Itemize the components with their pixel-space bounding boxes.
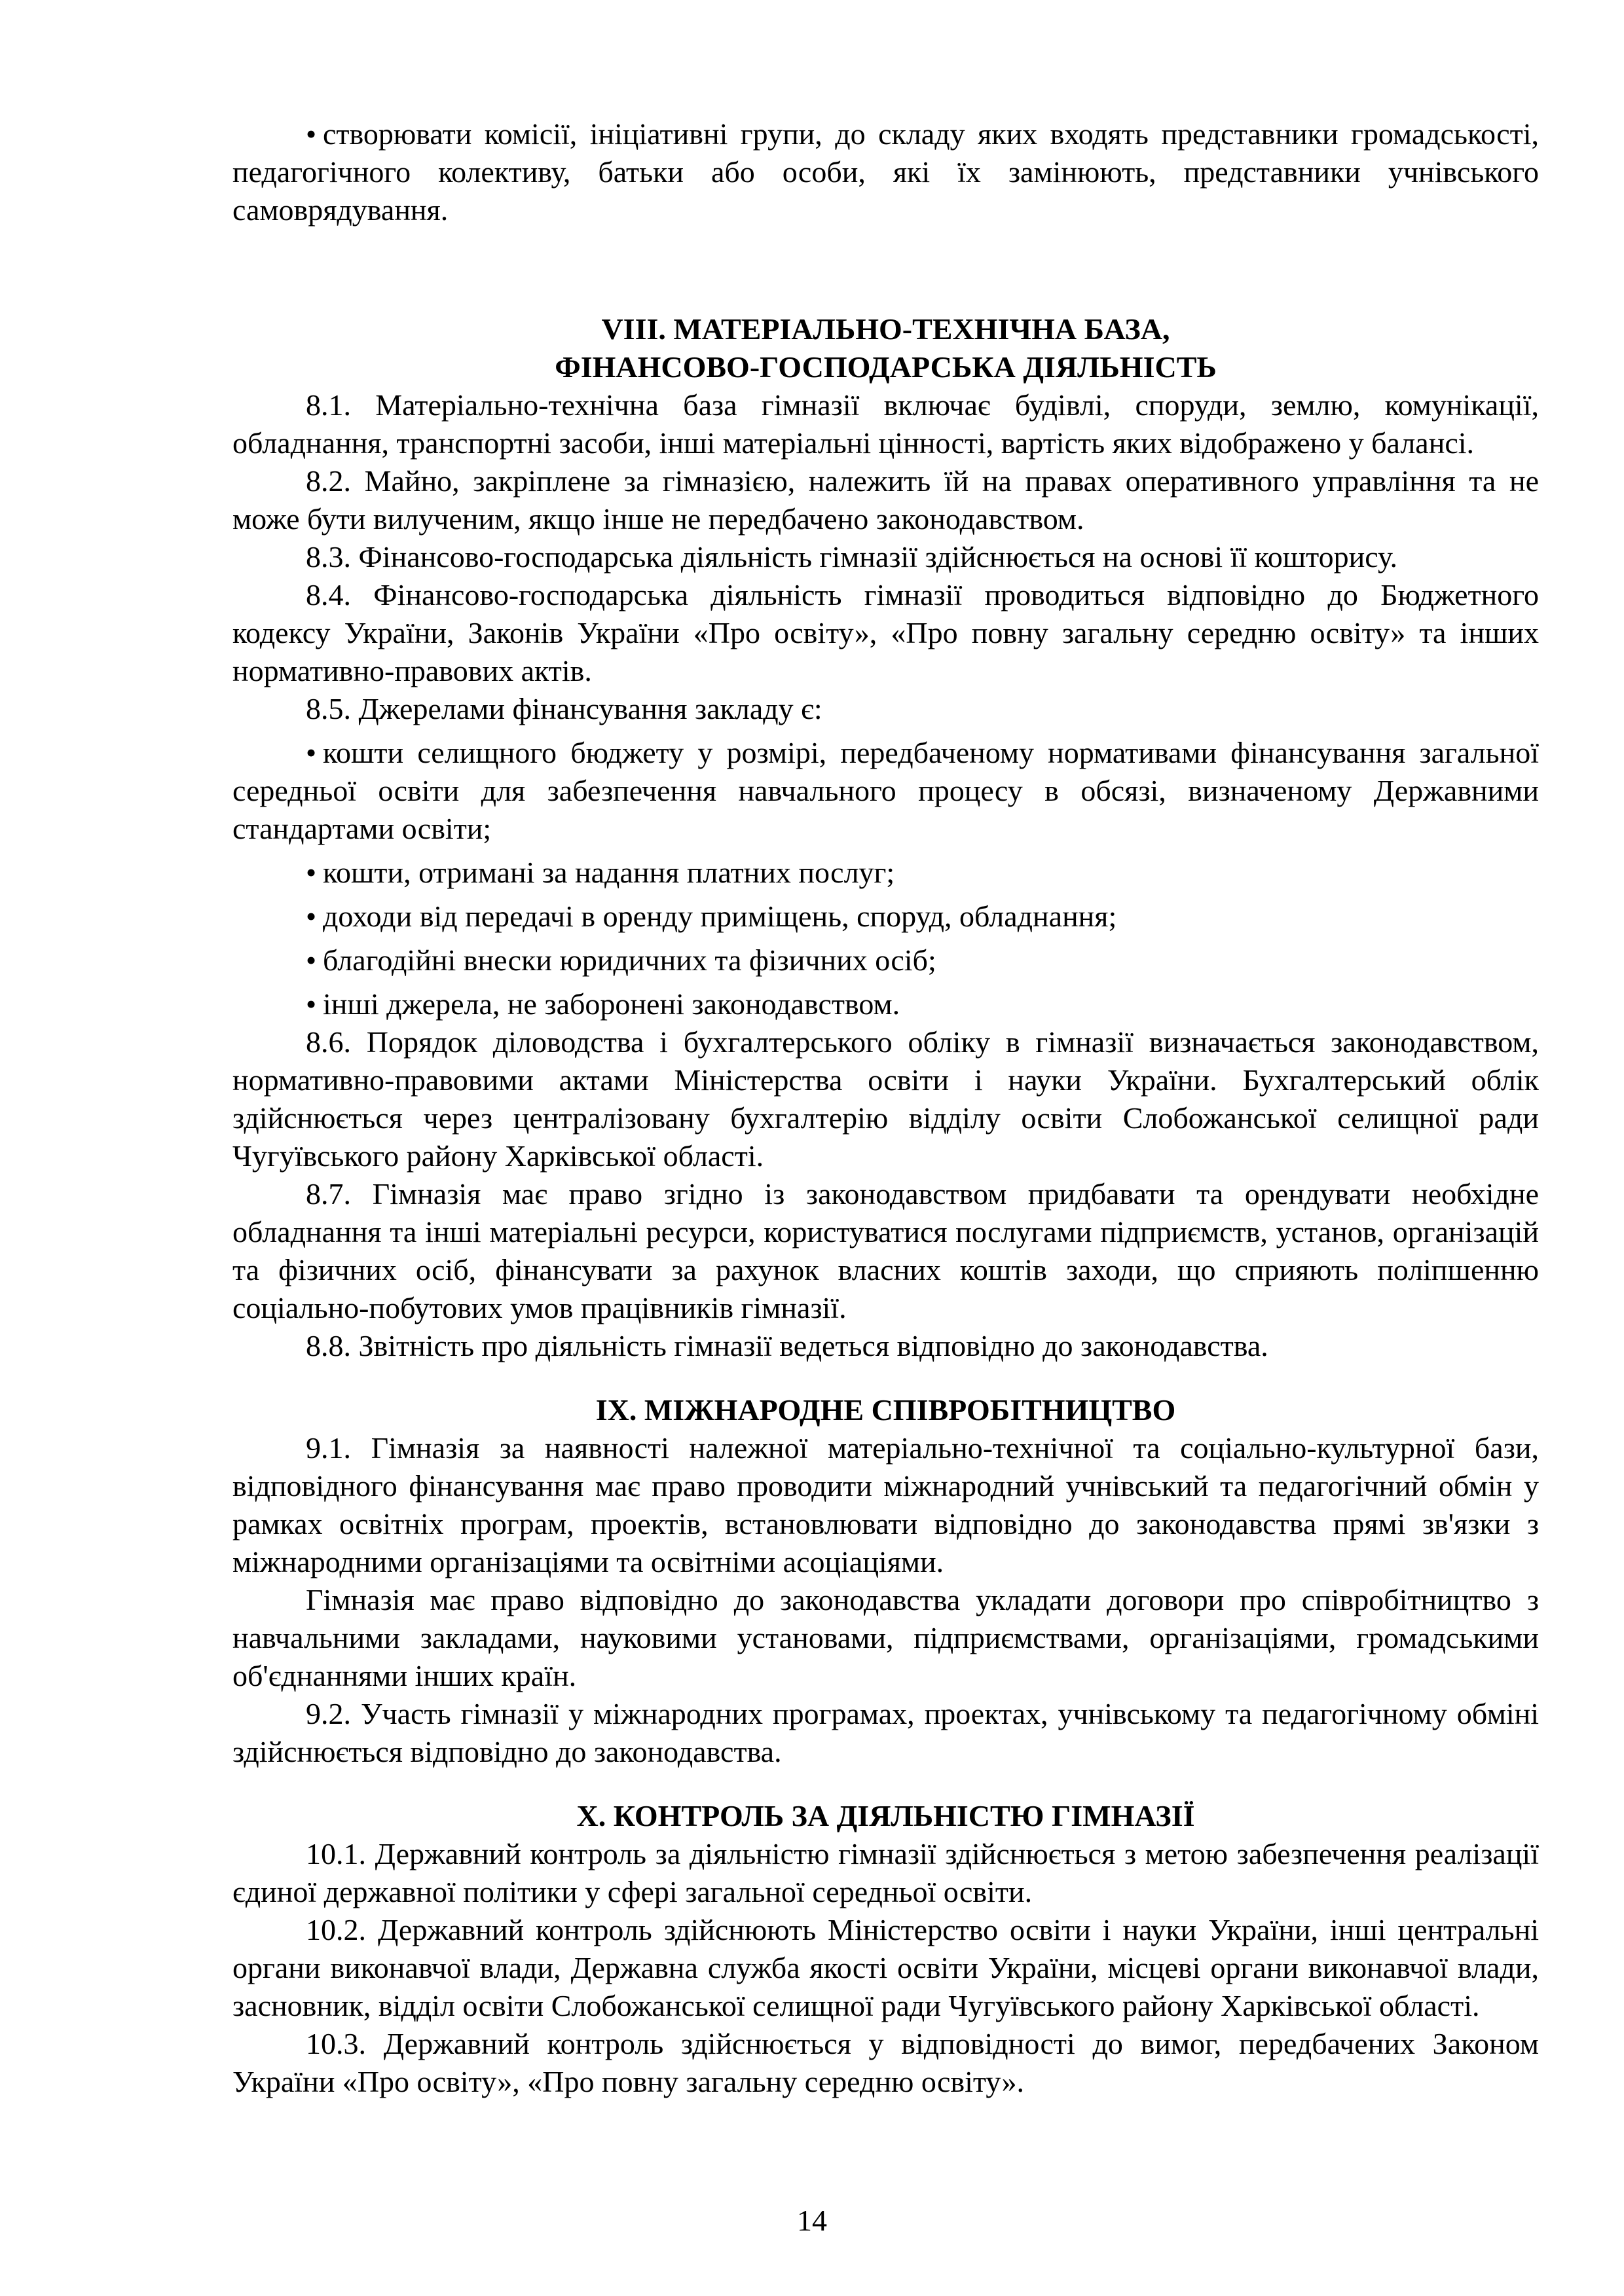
paragraph-8-3: 8.3. Фінансово-господарська діяльність гімназії здійснюється на основі її кошторису. (306, 540, 1397, 574)
section-10-heading: X. КОНТРОЛЬ ЗА ДІЯЛЬНІСТЮ ГІМНАЗІЇ (576, 1799, 1195, 1832)
paragraph-9-1: 9.1. Гімназія за наявності належної матеріально-технічної та соціально-культурної бази, відповідного фінансування має право проводити міжнародний учнівський та педагогічний обмін у рамках освітніх програм, проектів, встановлювати відповідно до законодавства прямі зв'язки з міжнародними організаціями та освітніми асоціаціями. (232, 1431, 1539, 1578)
paragraph-8-7: 8.7. Гімназія має право згідно із законодавством придбавати та орендувати необхідне обладнання та інші матеріальні ресурси, користуватися послугами підприємств, установ, організацій та фізичних осіб, фінансувати за рахунок власних коштів заходи, що сприяють поліпшенню соціально-побутових умов працівників гімназії. (232, 1177, 1539, 1324)
funding-source-item (232, 985, 1539, 1023)
paragraph-10-1: 10.1. Державний контроль за діяльністю гімназії здійснюється з метою забезпечення реалізації єдиної державної політики у сфері загальної середньої освіти. (232, 1837, 1539, 1908)
funding-source-item (232, 734, 1539, 848)
funding-source-item (232, 854, 1539, 892)
bullet-dot-icon: • (306, 736, 317, 769)
paragraph-8-2: 8.2. Майно, закріплене за гімназією, належить їй на правах оперативного управління та не може бути вилученим, якщо інше не передбачено законодавством. (232, 464, 1539, 536)
bullet-dot-icon: • (306, 987, 317, 1021)
paragraph-8-4: 8.4. Фінансово-господарська діяльність гімназії проводиться відповідно до Бюджетного кодексу України, Законів України «Про освіту», «Про повну загальну середню освіту» та інших нормативно-правових актів. (232, 578, 1539, 687)
paragraph-8-8: 8.8. Звітність про діяльність гімназії ведеться відповідно до законодавства. (306, 1329, 1268, 1362)
bullet-text: створювати комісії, ініціативні групи, до складу яких входять представники громадськості, педагогічного колективу, батьки або особи, які їх замінюють, представники учнівського самоврядування. (232, 117, 1539, 227)
paragraph-10-2: 10.2. Державний контроль здійснюють Міністерство освіти і науки України, інші центральні органи виконавчої влади, Державна служба якості освіти України, місцеві органи виконавчої влади, засновник, відділ освіти Слобожанської селищної ради Чугуївського району Харківської області. (232, 1913, 1539, 2022)
bullet-dot-icon: • (306, 943, 317, 977)
bullet-dot-icon: • (306, 900, 317, 933)
page-number: 14 (797, 2204, 827, 2237)
funding-source-text: кошти селищного бюджету у розмірі, передбаченому нормативами фінансування загальної середньої освіти для забезпечення навчального процесу в обсязі, визначеному Державними стандартами освіти; (232, 736, 1539, 845)
section-8-heading-line-1: VIII. МАТЕРІАЛЬНО-ТЕХНІЧНА БАЗА, (601, 312, 1170, 346)
section-8-heading-line-2: ФІНАНСОВО-ГОСПОДАРСЬКА ДІЯЛЬНІСТЬ (555, 350, 1217, 384)
bullet-dot-icon: • (306, 117, 317, 151)
paragraph-10-3: 10.3. Державний контроль здійснюється у відповідності до вимог, передбачених Законом України «Про освіту», «Про повну загальну середню освіту». (232, 2027, 1539, 2098)
funding-source-text: інші джерела, не заборонені законодавством. (323, 987, 900, 1021)
funding-source-text: благодійні внески юридичних та фізичних осіб; (323, 943, 936, 977)
paragraph-8-5: 8.5. Джерелами фінансування закладу є: (306, 692, 822, 725)
section-8-heading (232, 310, 1539, 386)
funding-source-item (232, 941, 1539, 979)
funding-source-item (232, 898, 1539, 936)
paragraph-8-6: 8.6. Порядок діловодства і бухгалтерського обліку в гімназії визначається законодавством, нормативно-правовими актами Міністерства освіти і науки України. Бухгалтерський облік здійснюється через централізовану бухгалтерію відділу освіти Слобожанської селищної ради Чугуївського району Харківської області. (232, 1025, 1539, 1173)
section-9-heading: IX. МІЖНАРОДНЕ СПІВРОБІТНИЦТВО (595, 1393, 1176, 1427)
paragraph-9-1-continued: Гімназія має право відповідно до законодавства укладати договори про співробітництво з навчальними закладами, науковими установами, підприємствами, організаціями, громадськими об'єднаннями інших країн. (232, 1583, 1539, 1692)
paragraph-8-1: 8.1. Матеріально-технічна база гімназії включає будівлі, споруди, землю, комунікації, обладнання, транспортні засоби, інші матеріальні цінності, вартість яких відображено у балансі. (232, 388, 1539, 460)
funding-source-text: кошти, отримані за надання платних послуг; (323, 856, 895, 889)
funding-source-text: доходи від передачі в оренду приміщень, споруд, обладнання; (323, 900, 1117, 933)
paragraph-9-2: 9.2. Участь гімназії у міжнародних програмах, проектах, учнівському та педагогічному обміні здійснюється відповідно до законодавства. (232, 1697, 1539, 1768)
document-page (232, 115, 1539, 2101)
bullet-dot-icon: • (306, 856, 317, 889)
bullet-item-commissions (232, 115, 1539, 229)
